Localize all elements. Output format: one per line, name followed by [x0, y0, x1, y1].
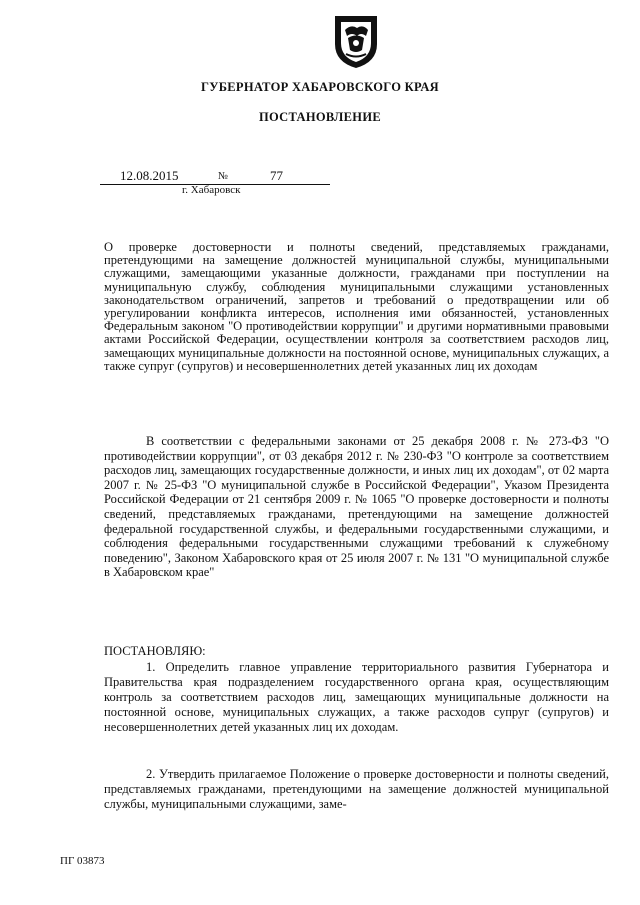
footer-code: ПГ 03873 — [60, 855, 105, 867]
preamble-paragraph: В соответствии с федеральными законами от 25 декабря 2008 г. № 273-ФЗ "О противодействии коррупции", от 03 декабря 2012 г. № 230-ФЗ "О контроле за соответствием расходов лиц, замещающих государственные должности, и иных лиц их доходам", от 02 марта 2007 г. № 25-ФЗ "О муниципальной службе в Российской Федерации", Указом Президента Российской Федерации от 21 сентября 2009 г. № 1065 "О проверке достоверности и полноты сведений, представляемых гражданами, претендующими на замещение должностей федеральной государственной службы, и федеральными государственными служащими, и соблюдения федеральными государственными служащими требований к служебному поведению", Законом Хабаровского края от 25 июля 2007 г. № 131 "О муниципальной службе в Хабаровском крае" — [104, 434, 609, 580]
decree-item-2: 2. Утвердить прилагаемое Положение о проверке достоверности и полноты сведений, представляемых гражданами, претендующими на замещение должностей муниципальной службы, муниципальными служащими, заме- — [104, 767, 609, 811]
document-type-heading: ПОСТАНОВЛЕНИЕ — [258, 110, 381, 124]
number-sign: № — [218, 171, 229, 182]
decree-item-1: 1. Определить главное управление территориального развития Губернатора и Правительства края подразделением государственного органа края, осуществляющим контроль за соответствием расходов лиц, замещающих муниципальные должности на постоянной основе, муниципальных служащих, а также расходов супруг (супругов) и несовершеннолетних детей указанных лиц их доходам. — [104, 660, 609, 734]
date-number-line — [100, 168, 330, 185]
khabarovsk-coat-of-arms-icon — [331, 14, 381, 70]
document-subject: О проверке достоверности и полноты сведений, представляемых гражданами, претендующими на замещение должностей муниципальной службы, муниципальными служащими, замещающими указанные должности, гражданами при поступлении на муниципальную службу, соблюдения муниципальными служащими установленных законодательством ограничений, запретов и требований о предотвращении или об урегулировании конфликта интересов, исполнения ими обязанностей, установленных Федеральным законом "О противодействии коррупции" и другими нормативными правовыми актами Российской Федерации, осуществлении контроля за соответствием расходов лиц, замещающих муниципальные должности на постоянной основе, муниципальных служащих, а также супруг (супругов) и несовершеннолетних детей указанных лиц их доходам — [104, 240, 609, 373]
document-number: 77 — [270, 168, 283, 183]
decree-word: ПОСТАНОВЛЯЮ: — [104, 644, 206, 658]
authority-heading: ГУБЕРНАТОР ХАБАРОВСКОГО КРАЯ — [200, 80, 440, 94]
document-date: 12.08.2015 — [120, 168, 179, 183]
document-city: г. Хабаровск — [182, 184, 241, 196]
